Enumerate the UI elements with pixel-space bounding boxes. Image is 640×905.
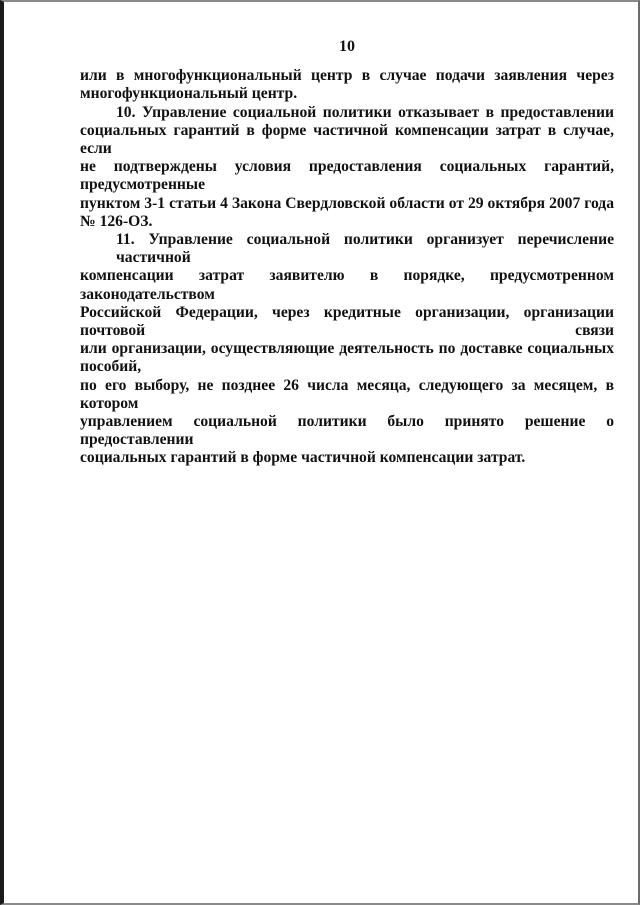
text-line: или организации, осуществляющие деятельность по доставке социальных пособий,	[80, 340, 614, 376]
document-body	[80, 38, 614, 468]
text-line: или в многофункциональный центр в случае подачи заявления через	[80, 67, 614, 85]
text-line: социальных гарантий в форме частичной компенсации затрат в случае, если	[80, 121, 614, 158]
paragraph-continuation	[80, 67, 614, 103]
text-line: 10. Управление социальной политики отказывает в предоставлении	[116, 103, 614, 121]
page-number: 10	[339, 38, 355, 55]
text-line: № 126-ОЗ.	[80, 212, 153, 230]
text-line: социальных гарантий в форме частичной компенсации затрат.	[80, 449, 526, 467]
paragraph-10	[80, 104, 614, 231]
text-line: 11. Управление социальной политики организует перечисление частичной	[116, 231, 614, 267]
text-line: по его выбору, не позднее 26 числа месяца, следующего за месяцем, в котором	[80, 376, 614, 412]
text-line: пунктом 3-1 статьи 4 Закона Свердловской области от 29 октября 2007 года	[80, 194, 614, 212]
text-line: Российской Федерации, через кредитные организации, организации почтовой связи	[80, 303, 614, 340]
text-line: многофункциональный центр.	[80, 85, 298, 103]
paragraph-11	[80, 231, 614, 468]
text-line: не подтверждены условия предоставления социальных гарантий, предусмотренные	[80, 158, 614, 194]
text-line: компенсации затрат заявителю в порядке, предусмотренном законодательством	[80, 267, 614, 303]
text-line: управлением социальной политики было принято решение о предоставлении	[80, 413, 614, 449]
